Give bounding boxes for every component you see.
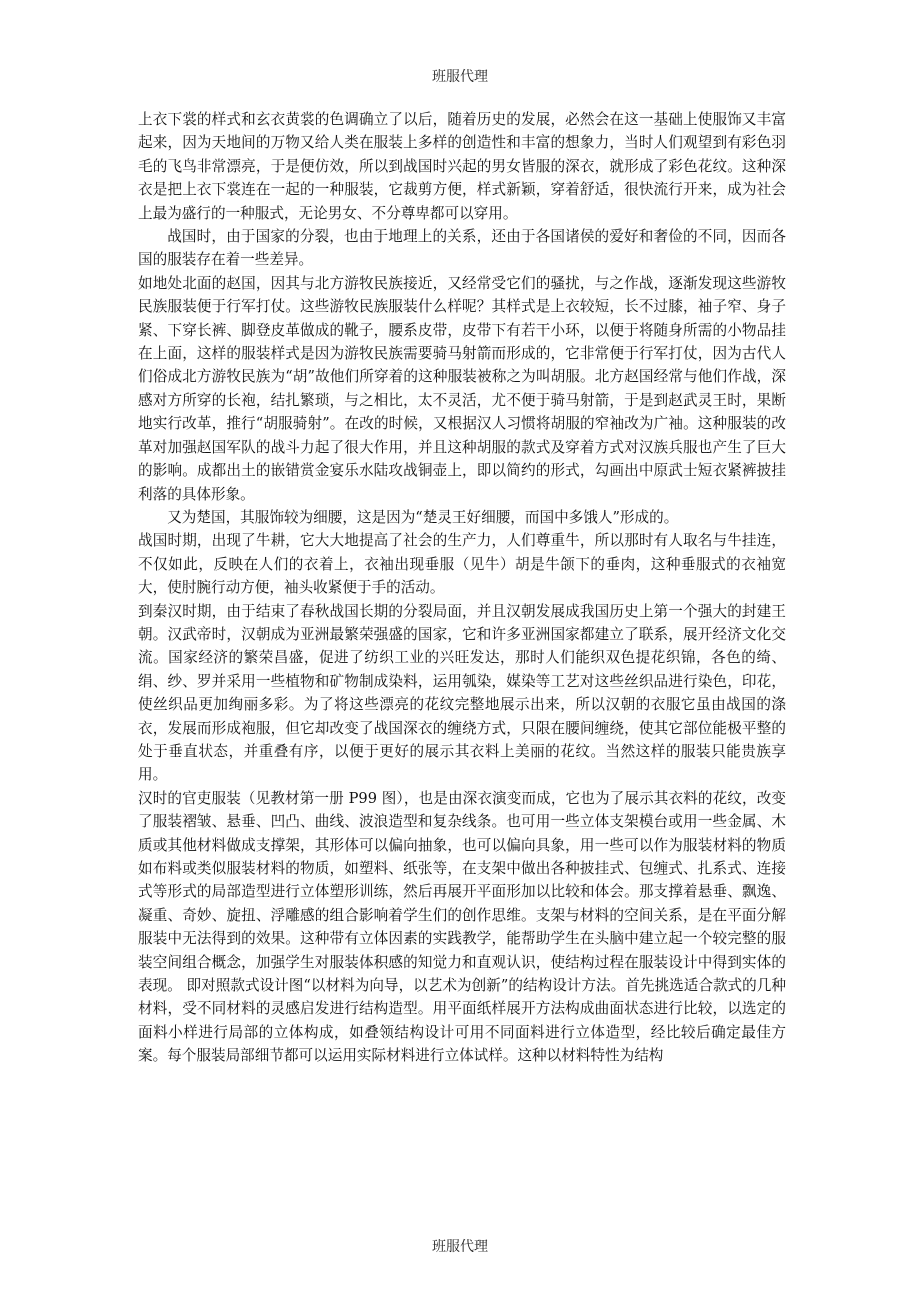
paragraph-3: 如地处北面的赵国，因其与北方游牧民族接近，又经常受它们的骚扰，与之作战，逐渐发现这些游牧民族服装便于行军打仗。这些游牧民族服装什么样呢？其样式是上衣较短，长不过膝，袖子窄、身子紧、下穿长裤、脚登皮革做成的靴子，腰系皮带，皮带下有若干小环，以便于将随身所需的小物品挂在上面，这样的服装样式是因为游牧民族需要骑马射箭而形成的，它非常便于行军打仗，因为古代人们俗成北方游牧民族为“胡”故他们所穿着的这种服装被称之为叫胡服。北方赵国经常与他们作战，深感对方所穿的长袍，结扎繁琐，与之相比，太不灵活，尤不便于骑马射箭，于是到赵武灵王时，果断地实行改革，推行“胡服骑射”。在改的时候，又根据汉人习惯将胡服的窄袖改为广袖。这种服装的改革对加强赵国军队的战斗力起了很大作用，并且这种胡服的款式及穿着方式对汉族兵服也产生了巨大的影响。成都出土的嵌错赏金宴乐水陆攻战铜壶上，即以简约的形式，勾画出中原武士短衣紧裤披挂利落的具体形象。 — [138, 274, 786, 503]
page-header: 班服代理 — [432, 69, 488, 85]
paragraph-7: 汉时的官吏服装（见教材第一册 P99 图），也是由深衣演变而成，它也为了展示其衣料的花纹，改变了服装褶皱、悬垂、凹凸、曲线、波浪造型和复杂线条。也可用一些立体支架模台或用一些金属、木质或其他材料做成支撑架，其形体可以偏向抽象，也可以偏向具象，用一些可以作为服装材料的物质如布料或类似服装材料的物质，如塑料、纸张等，在支架中做出各种披挂式、包缠式、扎系式、连接式等形式的局部造型进行立体塑形训练，然后再展开平面形加以比较和体会。那支撑着悬垂、飘逸、凝重、奇妙、旋扭、浮雕感的组合影响着学生们的创作思维。支架与材料的空间关系，是在平面分解服装中无法得到的效果。这种带有立体因素的实践教学，能帮助学生在头脑中建立起一个较完整的服装空间组合概念，加强学生对服装体积感的知觉力和直观认识，使结构过程在服装设计中得到实体的表现。 即对照款式设计图“以材料为向导，以艺术为创新”的结构设计方法。首先挑选适合款式的几种材料，受不同材料的灵感启发进行结构造型。用平面纸样展开方法构成曲面状态进行比较，以选定的面料小样进行局部的立体构成，如叠领结构设计可用不同面料进行立体造型，经比较后确定最佳方案。每个服装局部细节都可以运用实际材料进行立体试样。这种以材料特性为结构 — [138, 789, 786, 1065]
paragraph-2: 战国时，由于国家的分裂，也由于地理上的关系，还由于各国诸侯的爱好和奢俭的不同，因而各国的服装存在着一些差异。 — [138, 228, 786, 269]
paragraph-4: 又为楚国，其服饰较为细腰，这是因为“楚灵王好细腰，而国中多饿人”形成的。 — [167, 508, 679, 526]
page-footer: 班服代理 — [432, 1239, 488, 1255]
paragraph-1: 上衣下裳的样式和玄衣黄裳的色调确立了以后，随着历史的发展，必然会在这一基础上使服饰又丰富起来，因为天地间的万物又给人类在服装上多样的创造性和丰富的想象力，当时人们观望到有彩色羽毛的飞鸟非常漂亮，于是便仿效，所以到战国时兴起的男女皆服的深衣，就形成了彩色花纹。这种深衣是把上衣下裳连在一起的一种服装，它裁剪方便，样式新颖，穿着舒适，很快流行开来，成为社会上最为盛行的一种服式，无论男女、不分尊卑都可以穿用。 — [138, 111, 786, 222]
document-body — [138, 108, 786, 1068]
paragraph-6: 到秦汉时期，由于结束了春秋战国长期的分裂局面，并且汉朝发展成我国历史上第一个强大的封建王朝。汉武帝时，汉朝成为亚洲最繁荣强盛的国家，它和许多亚洲国家都建立了联系，展开经济文化交流。国家经济的繁荣昌盛，促进了纺织工业的兴旺发达，那时人们能织双色提花织锦，各色的绮、绢、纱、罗并采用一些植物和矿物制成染料，运用瓠染，媒染等工艺对这些丝织品进行染色，印花，使丝织品更加绚丽多彩。为了将这些漂亮的花纹完整地展示出来，所以汉朝的衣服它虽由战国的涤衣，发展而形成袍服，但它却改变了战国深衣的缠绕方式，只限在腰间缠绕，使其它部位能极平整的处于垂直状态，并重叠有序，以便于更好的展示其衣料上美丽的花纹。当然这样的服装只能贵族享用。 — [138, 602, 786, 784]
paragraph-5: 战国时期，出现了牛耕，它大大地提高了社会的生产力，人们尊重牛，所以那时有人取名与牛挂连，不仅如此，反映在人们的衣着上，衣袖出现垂服（见牛）胡是牛颌下的垂肉，这种垂服式的衣袖宽大，使肘腕行动方便，袖头收紧便于手的活动。 — [138, 532, 786, 597]
